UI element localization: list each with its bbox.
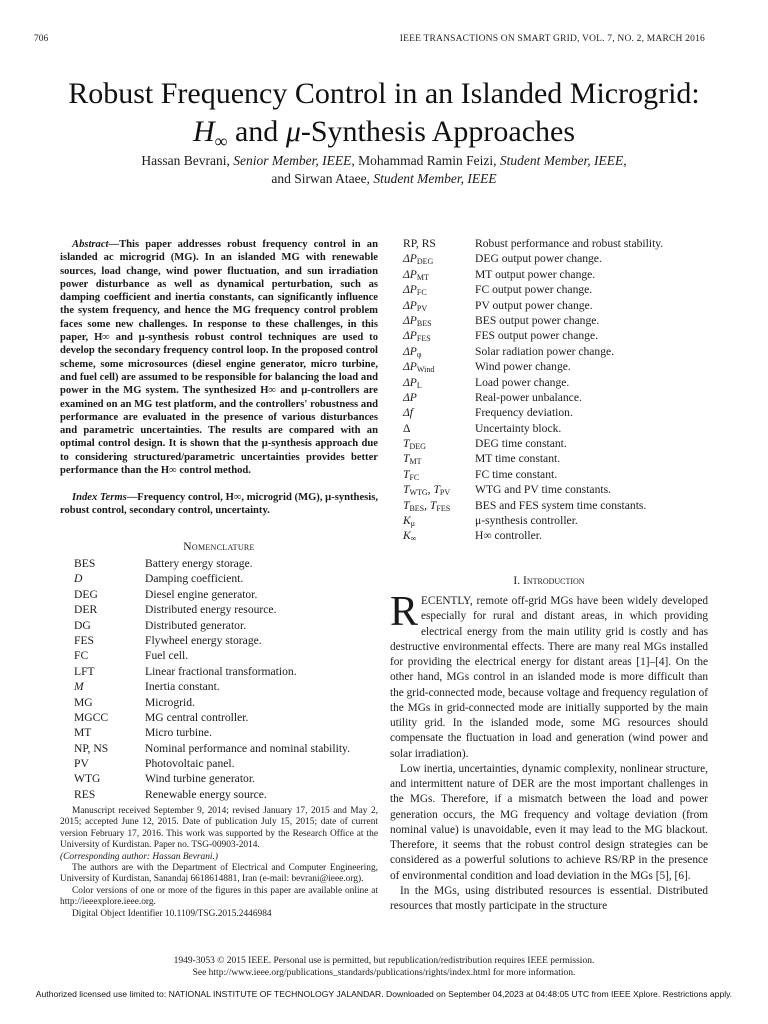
term-symbol: PV: [74, 757, 89, 771]
intro-paragraph-3: In the MGs, using distributed resources is essential. Distributed resources that mostly participate in the structure: [390, 884, 708, 912]
term-subscript: Wind: [416, 365, 435, 375]
nomenclature-definition: Microgrid.: [145, 695, 195, 709]
term-symbol: D: [74, 572, 83, 586]
nomenclature-row: [74, 634, 350, 649]
term-symbol: LFT: [74, 664, 95, 678]
nomenclature-definition: Linear fractional transformation.: [145, 664, 297, 678]
term-symbol: ΔP: [403, 313, 417, 327]
term-symbol: ΔP: [403, 267, 417, 281]
nomenclature-definition: H∞ controller.: [475, 529, 542, 543]
nomenclature-row: [74, 665, 350, 680]
term-symbol: MT: [74, 726, 92, 740]
nomenclature-term: [403, 529, 475, 544]
nomenclature-row: [403, 329, 663, 344]
nomenclature-definition: WTG and PV time constants.: [475, 483, 611, 497]
nomenclature-definition: Nominal performance and nominal stability.: [145, 741, 350, 755]
license-notice: Authorized licensed use limited to: NATIONAL INSTITUTE OF TECHNOLOGY JALANDAR. Downloaded on September 04,2023 at 04:48:05 UTC from IEEE Xplore. Restrictions apply.: [35, 989, 733, 999]
term-symbol: FES: [74, 633, 94, 647]
term-subscript: PV: [416, 303, 428, 313]
nomenclature-row: [403, 283, 663, 298]
nomenclature-definition: Distributed energy resource.: [145, 603, 277, 617]
nomenclature-term: [74, 572, 145, 587]
nomenclature-definition: Frequency deviation.: [475, 406, 573, 420]
term-subscript: φ: [416, 349, 422, 359]
nomenclature-definition: DEG time constant.: [475, 437, 567, 451]
nomenclature-term: [74, 726, 145, 741]
introduction-body: [390, 589, 708, 914]
nomenclature-definition: MT output power change.: [475, 267, 596, 281]
nomenclature-row: [74, 619, 350, 634]
nomenclature-definition: Fuel cell.: [145, 649, 189, 663]
term-symbol: ΔP: [403, 252, 417, 266]
p1-text: remote off-grid MGs have been widely developed especially for rural and distant areas, in which providing electrical energy from the main utility grid is costly and has destructive environmental effects. There are many real MGs installed for providing the electrical energy for distant areas [1]–[4]. On the other hand, MGs control in an islanded mode is more difficult than the grid-connected mode, because voltage and frequency regulation of the MGs in grid-connected mode are initially supported by the main utility grid. In the islanded mode, some MG resources should compensate the fluctuation in load and generation (wind power and solar irradiation).: [390, 595, 708, 760]
term-symbol: T: [403, 467, 410, 481]
nomenclature-definition: Distributed generator.: [145, 618, 247, 632]
nomenclature-definition: Load power change.: [475, 375, 570, 389]
index-terms-label: Index Terms: [72, 492, 127, 503]
authors-line-1: [0, 152, 768, 170]
nomenclature-term: [74, 742, 145, 757]
nomenclature-row: [74, 572, 350, 587]
footnote-color: Color versions of one or more of the figures in this paper are available online at http://ieeexplore.ieee.org.: [60, 885, 378, 908]
nomenclature-row: [403, 483, 663, 498]
title-infinity: ∞: [214, 131, 228, 151]
title-and: and: [227, 115, 286, 148]
nomenclature-term: [74, 619, 145, 634]
nomenclature-term: [403, 299, 475, 314]
copyright-notice: [0, 955, 768, 979]
nomenclature-row: [74, 603, 350, 618]
term-subscript: MT: [416, 272, 429, 282]
footnote-manuscript: Manuscript received September 9, 2014; revised January 17, 2015 and May 2, 2015; accepted June 12, 2015. Date of publication July 15, 2015; date of current version February 17, 2016. This work was supported by the Research Office at the University of Kurdistan. Paper no. TSG-00903-2014.: [60, 806, 378, 851]
nomenclature-term: [74, 711, 145, 726]
nomenclature-definition: Micro turbine.: [145, 726, 212, 740]
nomenclature-term: [403, 283, 475, 298]
term-subscript: FC: [416, 288, 427, 298]
nomenclature-term: [403, 499, 475, 514]
nomenclature-term: [74, 665, 145, 680]
nomenclature-row: [74, 726, 350, 741]
nomenclature-term: [403, 252, 475, 267]
term-symbol: MG: [74, 695, 93, 709]
nomenclature-definition: MG central controller.: [145, 710, 249, 724]
nomenclature-definition: Battery energy storage.: [145, 557, 253, 570]
term-subscript: MT: [409, 457, 422, 467]
nomenclature-definition: Inertia constant.: [145, 680, 220, 694]
term-symbol: M: [74, 680, 84, 694]
nomenclature-definition: Solar radiation power change.: [475, 344, 615, 358]
nomenclature-row: [74, 557, 350, 572]
nomenclature-row: [403, 391, 663, 406]
term-symbol: Δ: [403, 421, 411, 435]
abstract: Abstract—This paper addresses robust frequency control in an islanded ac microgrid (MG). In an islanded MG with renewable sources, load change, wind power fluctuation, and sun irradiation power disturbance as well as dynamical perturbation, such as damping coefficient and inertia constants, can significantly influence the system frequency, and hence the MG frequency control problem faces some new challenges. In response to these challenges, in this paper, H∞ and μ-synthesis robust control techniques are used to develop the secondary frequency control loop. In the proposed control scheme, some microsources (diesel engine generator, micro turbine, and fuel cell) are assumed to be responsible for balancing the load and power in the MG system. The synthesized H∞ and μ-controllers are examined on an MG test platform, and the controllers' robustness and performance are evaluated in the presence of various disturbances and parametric uncertainties. The results are compared with an optimal control design. It is shown that the μ-synthesis approach due to considering structured/parametric uncertainties provides better performance than the H∞ control method.: [60, 239, 378, 477]
term-subscript: BES: [416, 318, 432, 328]
nomenclature-term: [403, 345, 475, 360]
intro-paragraph-2: Low inertia, uncertainties, dynamic complexity, nonlinear structure, and intermittent nature of DER are the most important challenges in the MGs. Therefore, if a mismatch between the load and power generation occurs, the MG frequency and voltage deviation (from nominal value) is unavoidable, even it may lead to the MG blackout. Therefore, it seems that the robust control design strategies can be considered as a powerful solutions to achieve RS/RP in the presence of environmental condition and load deviation in the MGs [5], [6].: [390, 762, 708, 882]
nomenclature-term: [403, 514, 475, 529]
nomenclature-term: [74, 603, 145, 618]
nomenclature-definition: Wind power change.: [475, 360, 571, 374]
title-rest: -Synthesis Approaches: [300, 115, 576, 148]
authors-line-2: [0, 170, 768, 188]
nomenclature-row: [74, 742, 350, 757]
footnote-corresponding: [60, 852, 378, 863]
journal-header: IEEE TRANSACTIONS ON SMART GRID, VOL. 7, NO. 2, MARCH 2016: [399, 34, 705, 44]
nomenclature-row: [403, 406, 663, 421]
nomenclature-row: [403, 268, 663, 283]
nomenclature-term: [74, 696, 145, 711]
term-symbol: ΔP: [403, 298, 417, 312]
nomenclature-table-left: [74, 557, 350, 803]
nomenclature-definition: FC time constant.: [475, 467, 558, 481]
nomenclature-table-right: [403, 237, 663, 545]
index-terms: Index Terms—Frequency control, H∞, microgrid (MG), μ-synthesis, robust control, secondary control, uncertainty.: [60, 492, 378, 517]
nomenclature-row: [403, 237, 663, 252]
nomenclature-term: [403, 437, 475, 452]
abstract-text: This paper addresses robust frequency control in an islanded ac microgrid (MG). In an islanded MG with renewable sources, load change, wind power fluctuation, and sun irradiation power disturbance as well as dynamical perturbation, such as damping coefficient and inertia constants, can significantly influence the system frequency, and hence the MG frequency control problem faces some new challenges. In response to these challenges, in this paper, H∞ and μ-synthesis robust control techniques are used to develop the secondary frequency control loop. In the proposed control scheme, some microsources (diesel engine generator, micro turbine, and fuel cell) are assumed to be responsible for balancing the load and power in the MG system. The synthesized H∞ and μ-controllers are examined on an MG test platform, and the controllers' robustness and performance are evaluated in the presence of various disturbances and parametric uncertainties. The results are compared with an optimal control design. It is shown that the μ-synthesis approach due to considering structured/parametric uncertainties provides better performance than the H∞ control method.: [60, 239, 378, 477]
nomenclature-row: [403, 499, 663, 514]
nomenclature-row: [403, 252, 663, 267]
nomenclature-row: [74, 588, 350, 603]
nomenclature-row: [403, 452, 663, 467]
nomenclature-definition: BES and FES system time constants.: [475, 498, 647, 512]
drop-cap: R: [390, 589, 419, 635]
nomenclature-term: [403, 376, 475, 391]
nomenclature-definition: DEG output power change.: [475, 252, 602, 266]
nomenclature-term: [403, 329, 475, 344]
nomenclature-definition: μ-synthesis controller.: [475, 514, 578, 528]
nomenclature-row: [74, 772, 350, 787]
intro-paragraph-1: [390, 589, 708, 762]
page-number: 706: [34, 34, 49, 44]
author-1-role: Senior Member, IEEE,: [233, 153, 355, 168]
nomenclature-row: [403, 345, 663, 360]
nomenclature-row: [403, 437, 663, 452]
term-subscript-2: FES: [436, 503, 451, 513]
term-symbol: T: [403, 483, 410, 497]
term-symbol: MGCC: [74, 710, 109, 724]
nomenclature-row: [74, 711, 350, 726]
author-2: Mohammad Ramin Feizi,: [358, 153, 497, 168]
term-symbol: K: [403, 514, 411, 528]
nomenclature-term: [74, 680, 145, 695]
term-subscript: DEG: [409, 442, 426, 452]
term-subscript: WTG: [409, 488, 428, 498]
term-symbol: K: [403, 529, 411, 543]
nomenclature-row: [403, 529, 663, 544]
nomenclature-heading: Nomenclature: [183, 541, 255, 553]
first-word: ECENTLY,: [421, 595, 473, 607]
term-subscript: FES: [416, 334, 431, 344]
nomenclature-row: [74, 757, 350, 772]
term-symbol: DG: [74, 618, 91, 632]
nomenclature-term: [74, 788, 145, 803]
nomenclature-term: [403, 406, 475, 421]
term-subscript: ∞: [410, 534, 417, 544]
nomenclature-row: [403, 468, 663, 483]
term-symbol: T: [403, 498, 410, 512]
term-subscript: BES: [409, 503, 425, 513]
nomenclature-term: [74, 649, 145, 664]
author-3-role: Student Member, IEEE: [373, 171, 497, 186]
footnote-doi: Digital Object Identifier 10.1109/TSG.2015.2446984: [72, 908, 272, 919]
nomenclature-row: [403, 376, 663, 391]
nomenclature-definition: Photovoltaic panel.: [145, 757, 235, 771]
term-subscript-2: PV: [439, 488, 451, 498]
term-subscript: FC: [409, 472, 420, 482]
nomenclature-term: [403, 237, 475, 252]
footnote-affiliation: The authors are with the Department of Electrical and Computer Engineering, University of Kurdistan, Sanandaj 6618614881, Iran (e-mail: bevrani@ieee.org).: [60, 863, 378, 885]
term-symbol: ΔP: [403, 283, 417, 297]
nomenclature-definition: Damping coefficient.: [145, 572, 244, 586]
nomenclature-row: [74, 788, 350, 803]
section-number: I.: [513, 575, 521, 587]
nomenclature-definition: Robust performance and robust stability.: [475, 237, 664, 250]
nomenclature-definition: FC output power change.: [475, 283, 593, 297]
author-3: and Sirwan Ataee,: [271, 171, 370, 186]
footnotes: [60, 806, 378, 920]
nomenclature-row: [403, 314, 663, 329]
nomenclature-definition: Renewable energy source.: [145, 787, 267, 801]
title-line-1: Robust Frequency Control in an Islanded Microgrid:: [68, 77, 700, 110]
nomenclature-term: [74, 634, 145, 649]
term-symbol: DER: [74, 603, 98, 617]
term-symbol-2: , T: [427, 483, 440, 497]
nomenclature-row: [74, 649, 350, 664]
term-symbol: T: [403, 452, 410, 466]
nomenclature-row: [74, 680, 350, 695]
nomenclature-definition: FES output power change.: [475, 329, 599, 343]
nomenclature-row: [403, 514, 663, 529]
term-subscript: L: [416, 380, 422, 390]
corresponding-author: (Corresponding author: Hassan Bevrani.): [60, 851, 218, 862]
nomenclature-term: [403, 360, 475, 375]
nomenclature-definition: Diesel engine generator.: [145, 587, 258, 601]
term-subscript: μ: [410, 519, 416, 529]
nomenclature-definition: Wind turbine generator.: [145, 772, 255, 786]
term-symbol: ΔP: [403, 360, 417, 374]
term-subscript: DEG: [416, 257, 434, 267]
term-symbol: WTG: [74, 772, 101, 786]
index-terms-text: Frequency control, H∞, microgrid (MG), μ-synthesis, robust control, secondary control, uncertainty.: [60, 492, 378, 517]
nomenclature-row: [403, 422, 663, 437]
section-title: Introduction: [522, 575, 585, 587]
nomenclature-definition: Real-power unbalance.: [475, 390, 582, 404]
term-symbol: Δf: [403, 406, 414, 420]
nomenclature-row: [403, 299, 663, 314]
nomenclature-definition: MT time constant.: [475, 452, 561, 466]
term-symbol: ΔP: [403, 329, 417, 343]
abstract-label: Abstract: [72, 239, 109, 250]
title-mu-symbol: μ: [285, 115, 301, 148]
nomenclature-row: [403, 360, 663, 375]
nomenclature-definition: Uncertainty block.: [475, 421, 562, 435]
nomenclature-term: [74, 757, 145, 772]
nomenclature-definition: Flywheel energy storage.: [145, 633, 262, 647]
copyright-line-1: 1949-3053 © 2015 IEEE. Personal use is permitted, but republication/redistribution requires IEEE permission.: [173, 956, 595, 966]
term-symbol: BES: [74, 557, 96, 570]
term-symbol: T: [403, 437, 410, 451]
term-symbol: ΔP: [403, 390, 417, 404]
nomenclature-term: [74, 772, 145, 787]
nomenclature-term: [403, 483, 475, 498]
section-heading: [390, 575, 708, 587]
term-symbol: FC: [74, 649, 89, 663]
term-symbol: NP, NS: [74, 741, 109, 755]
author-1: Hassan Bevrani,: [141, 153, 230, 168]
paper-title: [0, 75, 768, 151]
nomenclature-term: [403, 468, 475, 483]
nomenclature-term: [403, 314, 475, 329]
title-h-symbol: H: [192, 115, 215, 148]
term-symbol: ΔP: [403, 375, 417, 389]
term-symbol: RES: [74, 787, 96, 801]
title-line-2: [0, 113, 768, 151]
author-2-role: Student Member, IEEE,: [499, 153, 627, 168]
nomenclature-term: [74, 557, 145, 572]
term-symbol: DEG: [74, 587, 98, 601]
nomenclature-row: [74, 696, 350, 711]
author-list: [0, 152, 768, 188]
nomenclature-term: [74, 588, 145, 603]
copyright-line-2: See http://www.ieee.org/publications_standards/publications/rights/index.html for more information.: [192, 968, 576, 978]
nomenclature-definition: PV output power change.: [475, 298, 593, 312]
nomenclature-term: [403, 422, 475, 437]
nomenclature-term: [403, 452, 475, 467]
nomenclature-term: [403, 391, 475, 406]
nomenclature-term: [403, 268, 475, 283]
nomenclature-definition: BES output power change.: [475, 313, 600, 327]
term-symbol-2: , T: [424, 498, 437, 512]
term-symbol: RP, RS: [403, 237, 436, 250]
term-symbol: ΔP: [403, 344, 417, 358]
